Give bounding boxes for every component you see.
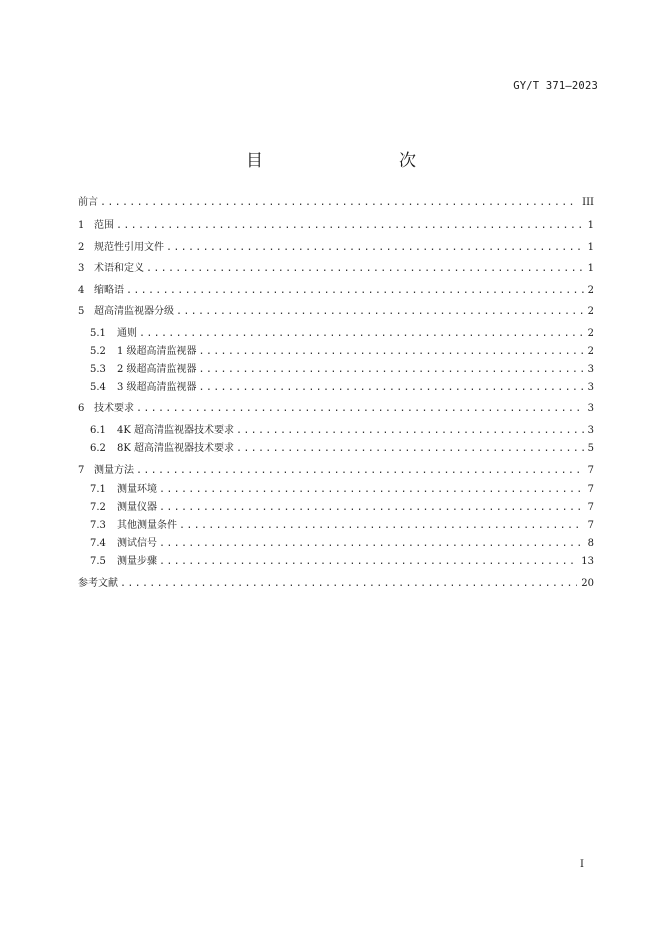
toc-entry-label: 测量方法 [94,465,134,476]
toc-entry-label: 8K 超高清监视器技术要求 [117,443,235,454]
toc-dot-leader [199,345,584,359]
toc-entry[interactable] [78,219,594,233]
toc-dot-leader [159,555,577,569]
toc-entry-page: 7 [587,520,594,531]
toc-dot-leader [179,519,584,533]
toc-entry-page: 3 [587,382,594,393]
toc-entry-number: 7.2 [90,502,106,513]
toc-entry-label: 3 级超高清监视器 [117,382,197,393]
toc-entry-number: 5.1 [90,328,106,339]
toc-entry-number: 6.1 [90,425,106,436]
toc-entry-label: 超高清监视器分级 [94,306,174,317]
toc-entry-label: 1 级超高清监视器 [117,346,197,357]
toc-entry-page: 1 [587,263,594,274]
toc-entry-number: 3 [78,263,85,274]
page-number: I [580,859,584,870]
toc-entry-label: 测量步骤 [117,556,157,567]
toc-entry[interactable] [90,483,594,497]
toc-entry-label: 术语和定义 [94,263,144,274]
toc-dot-leader [159,501,584,515]
toc-entry-number: 5.3 [90,364,106,375]
toc-dot-leader [120,577,577,591]
toc-entry[interactable] [78,577,594,591]
toc-entry-label: 测量环境 [117,484,157,495]
toc-entry-number: 5.4 [90,382,106,393]
toc-entry[interactable] [78,284,594,298]
toc-dot-leader [236,424,584,438]
toc-dot-leader [166,241,584,255]
toc-entry-number: 7 [78,465,85,476]
toc-entry-page: 5 [587,443,594,454]
toc-dot-leader [139,327,584,341]
toc-dot-leader [199,381,584,395]
page-title: 目 次 [246,151,450,171]
toc-entry[interactable] [78,262,594,276]
toc-entry-label: 4K 超高清监视器技术要求 [117,425,235,436]
toc-entry-number: 5.2 [90,346,106,357]
toc-dot-leader [126,284,584,298]
toc-dot-leader [199,363,584,377]
toc-dot-leader [100,196,578,210]
toc-entry-number: 7.4 [90,538,106,549]
toc-entry-number: 7.3 [90,520,106,531]
toc-entry-label: 范围 [94,220,114,231]
toc-entry-label: 测试信号 [117,538,157,549]
toc-entry[interactable] [90,424,594,438]
toc-entry-label: 2 级超高清监视器 [117,364,197,375]
toc-dot-leader [159,483,584,497]
toc-entry-number: 7.1 [90,484,106,495]
toc-entry-label: 技术要求 [94,403,134,414]
toc-entry-label: 规范性引用文件 [94,242,164,253]
toc-entry-number: 6.2 [90,443,106,454]
toc-dot-leader [146,262,584,276]
toc-entry[interactable] [90,442,594,456]
toc-entry[interactable] [90,345,594,359]
toc-dot-leader [176,305,584,319]
toc-entry-number: 1 [78,220,85,231]
toc-entry[interactable] [78,196,594,210]
toc-entry-page: 2 [587,328,594,339]
toc-entry-label: 通则 [117,328,137,339]
toc-entry-page: 7 [587,465,594,476]
toc-entry[interactable] [90,555,594,569]
toc-entry[interactable] [90,519,594,533]
toc-entry-page: III [582,197,594,208]
toc-entry-label: 缩略语 [94,285,124,296]
toc-entry-page: 2 [587,285,594,296]
toc-entry-page: 7 [587,484,594,495]
toc-entry-page: 2 [587,346,594,357]
toc-dot-leader [116,219,584,233]
toc-entry-number: 5 [78,306,85,317]
toc-entry-page: 2 [587,306,594,317]
toc-dot-leader [236,442,584,456]
toc-entry-label: 参考文献 [78,578,118,589]
toc-entry-page: 3 [587,364,594,375]
toc-entry-number: 4 [78,285,85,296]
toc-dot-leader [136,402,584,416]
toc-entry-page: 1 [587,220,594,231]
toc-entry[interactable] [90,537,594,551]
toc-entry[interactable] [78,305,594,319]
toc-entry-number: 7.5 [90,556,106,567]
document-code: GY/T 371—2023 [513,80,598,92]
toc-entry-page: 8 [587,538,594,549]
toc-entry[interactable] [78,402,594,416]
toc-entry-page: 13 [581,556,594,567]
toc-entry-page: 1 [587,242,594,253]
toc-entry-label: 其他测量条件 [117,520,177,531]
toc-entry-page: 3 [587,403,594,414]
toc-entry-label: 前言 [78,197,98,208]
toc-entry[interactable] [90,501,594,515]
toc-entry-page: 20 [581,578,594,589]
toc-entry-number: 6 [78,403,85,414]
toc-entry-page: 7 [587,502,594,513]
toc-dot-leader [159,537,584,551]
toc-dot-leader [136,464,584,478]
toc-entry[interactable] [78,464,594,478]
toc-entry[interactable] [90,327,594,341]
toc-entry-label: 测量仪器 [117,502,157,513]
toc-entry-number: 2 [78,242,85,253]
toc-entry-page: 3 [587,425,594,436]
toc-entry[interactable] [78,241,594,255]
toc-entry[interactable] [90,381,594,395]
toc-entry[interactable] [90,363,594,377]
